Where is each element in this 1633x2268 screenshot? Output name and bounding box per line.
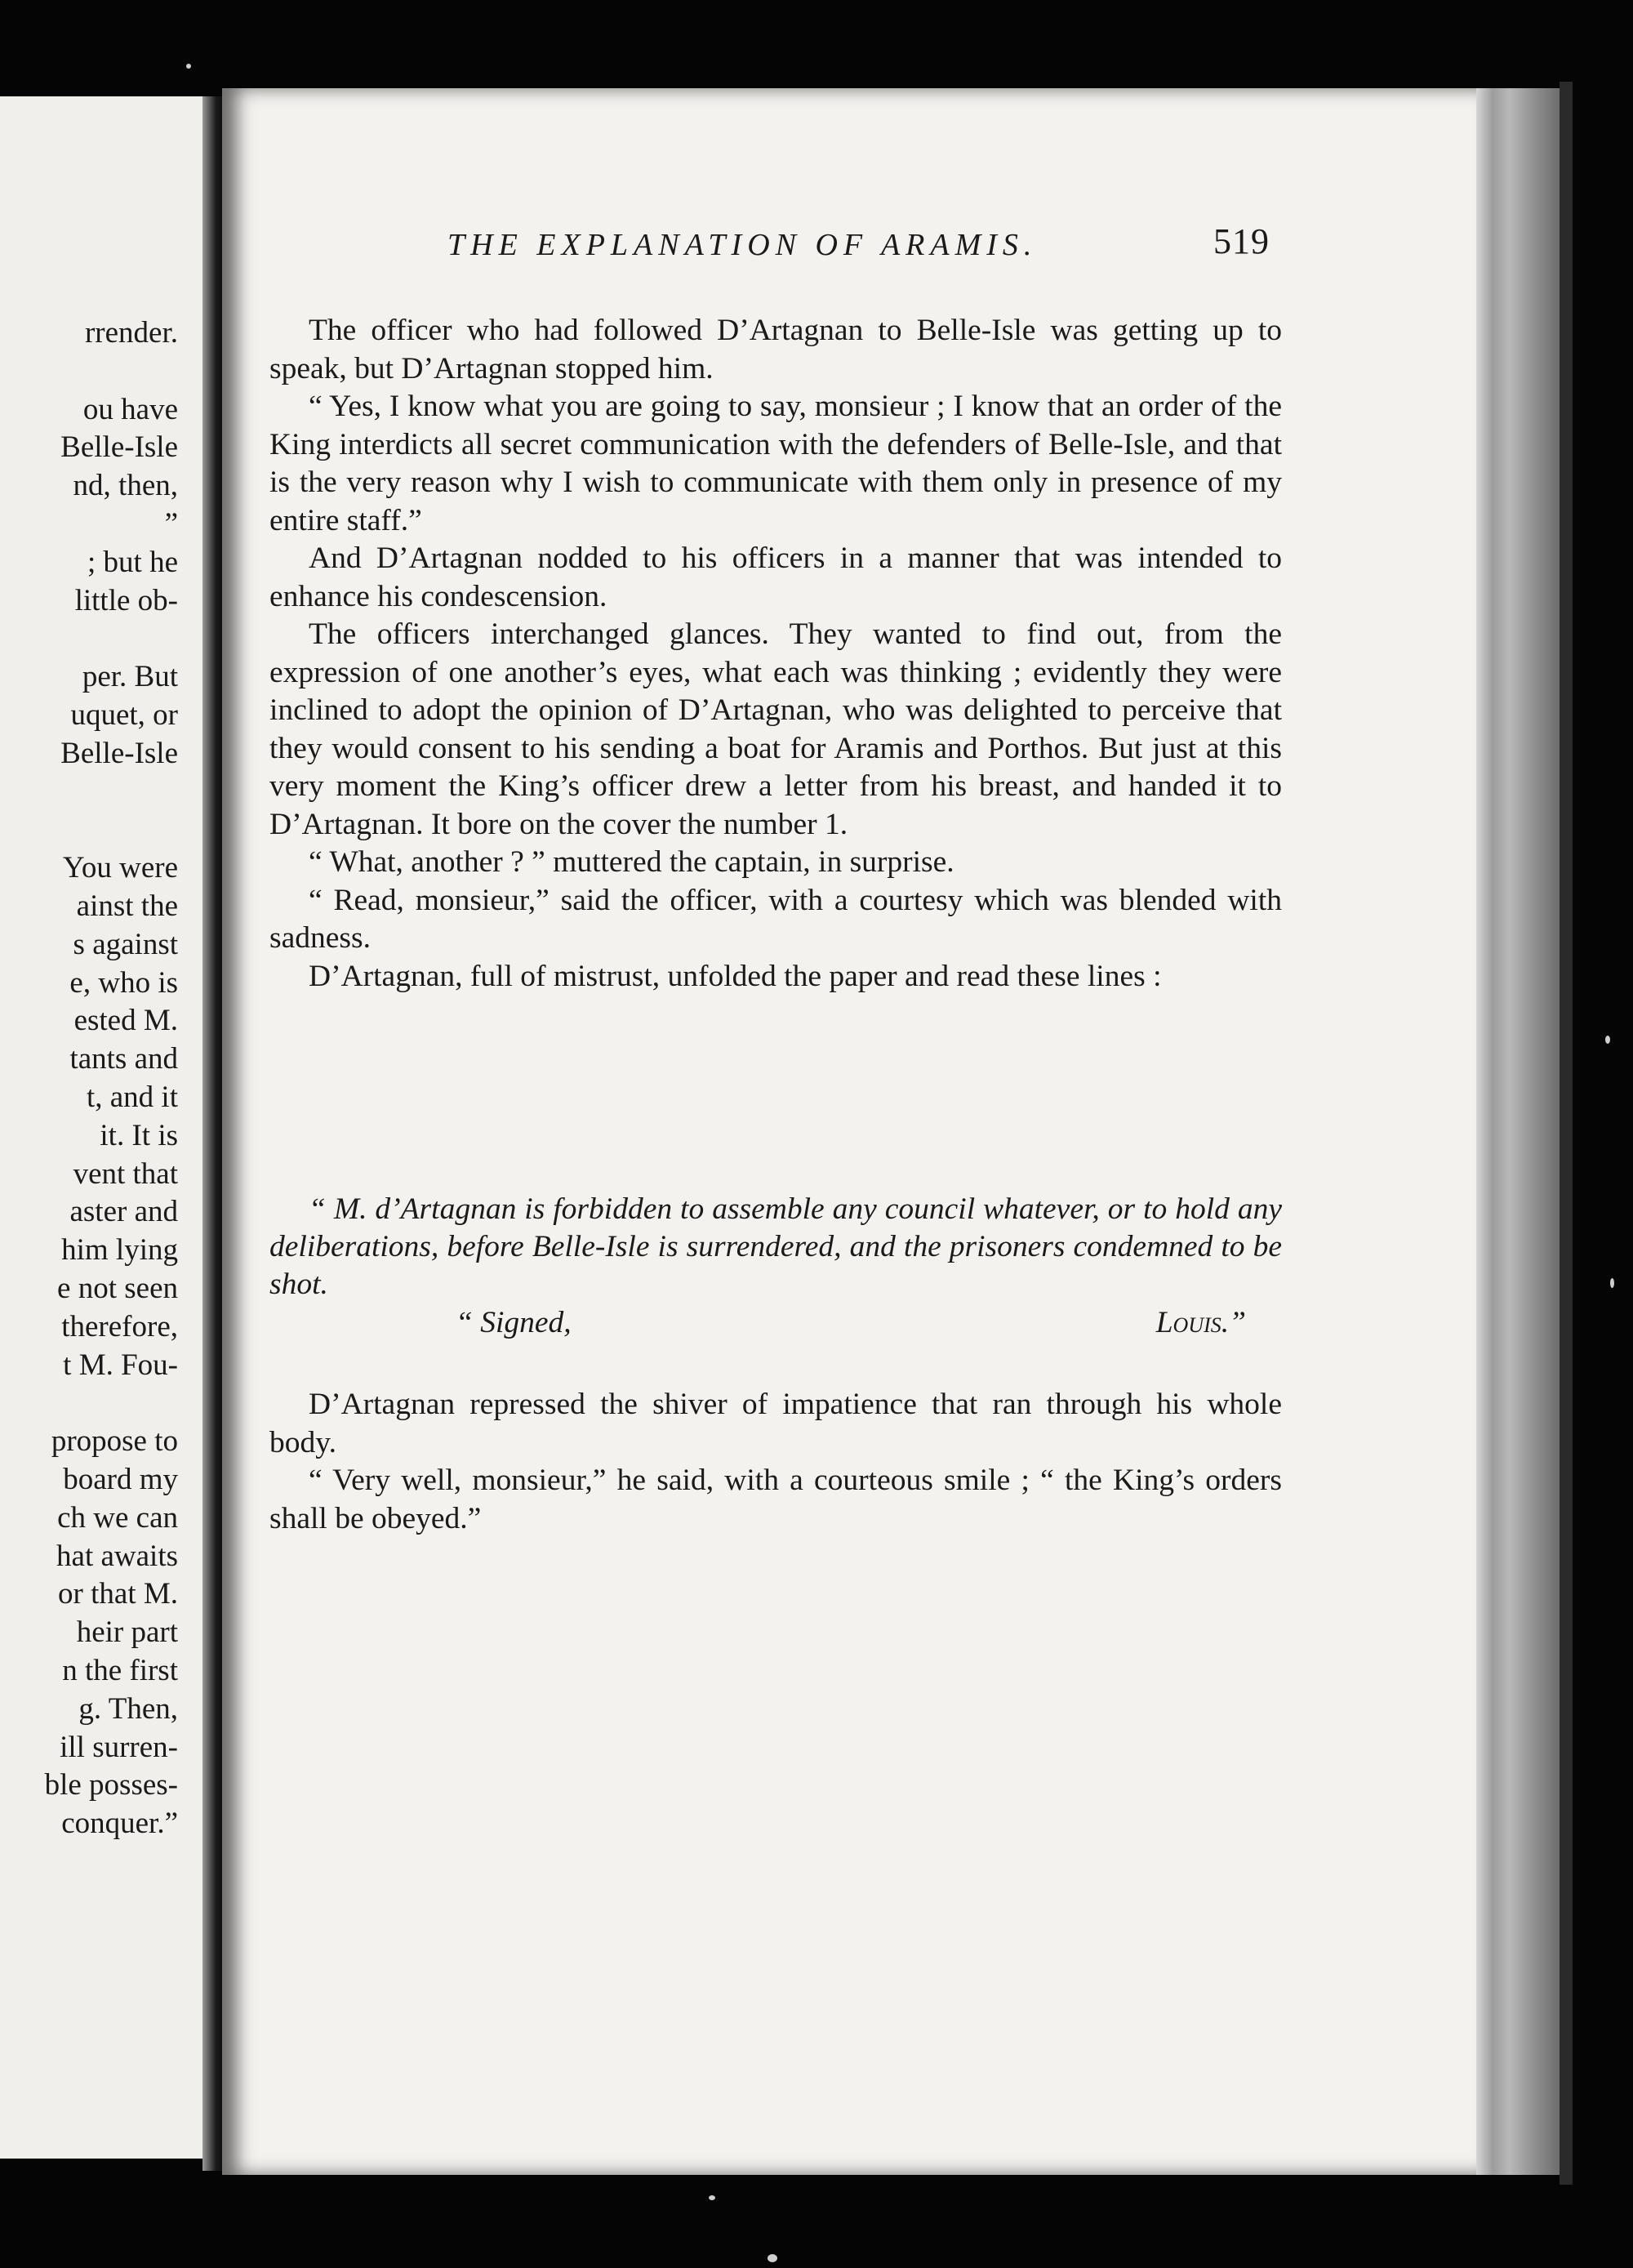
left-page-line: aster and [69,1195,178,1229]
left-page-line: him lying [61,1233,178,1268]
running-header: THE EXPLANATION OF ARAMIS. [447,228,1038,262]
left-page-line: t, and it [86,1081,178,1114]
left-page-line: therefore, [61,1309,178,1343]
left-page-line: n the first [62,1654,178,1687]
quoted-letter [269,1191,1282,1303]
paragraph: “ Read, monsieur,” said the officer, with a courtesy which was blended with sadness. [269,883,1282,955]
left-page-line: Belle-Isle [60,736,178,770]
left-page-line: nd, then, [73,469,178,503]
left-page-line: rrender. [84,316,178,350]
paragraph: “ Yes, I know what you are going to say, monsieur ; I know that an order of the King interdicts all secret communication with the defenders of Belle-Isle, and that is the very reason why I wish to communicate with them only in presence of my entire staff.” [269,390,1282,537]
dust-speck [186,64,191,69]
page-edge-shadow [1560,82,1573,2185]
dust-speck [709,2195,715,2200]
paragraph: “ What, another ? ” muttered the captain, in surprise. [309,845,954,879]
left-page-line: hat awaits [56,1539,178,1573]
body-text-continued [269,1386,1282,1538]
paragraph: D’Artagnan repressed the shiver of impatience that ran through his whole body. [269,1388,1282,1459]
letter-signature [269,1305,1282,1344]
left-page-line: e not seen [57,1272,178,1305]
left-page-line: e, who is [69,965,178,1000]
left-page-line: t M. Fou- [63,1348,178,1382]
left-page-line: ested M. [73,1004,178,1038]
left-page [0,96,202,2159]
signed-label: “ Signed, [456,1306,572,1339]
signatory-name: Louis.” [1155,1306,1246,1339]
left-page-line: propose to [51,1424,178,1459]
left-page-line: tants and [69,1042,178,1076]
left-page-line: ch we can [57,1500,178,1535]
left-page-line: g. Then, [78,1691,178,1726]
page-edge [1476,88,1560,2175]
left-page-line: ; but he [87,545,178,579]
left-page-line: it. It is [100,1118,178,1152]
paragraph: The officer who had followed D’Artagnan to Belle-Isle was getting up to speak, but D’Artagnan stopped him. [269,314,1282,385]
paragraph: And D’Artagnan nodded to his officers in a manner that was intended to enhance his condescension. [269,541,1282,613]
left-page-line: ble posses- [44,1768,178,1802]
left-page-line: ou have [82,392,178,426]
left-page-line: per. But [82,660,178,694]
left-page-line: or that M. [58,1577,178,1611]
left-page-line: uquet, or [70,698,178,732]
left-page-line: vent that [73,1156,178,1191]
left-page-line: s against [73,927,178,961]
page-number: 519 [1213,221,1270,261]
dust-speck [768,2254,777,2262]
left-page-line: Belle-Isle [60,430,178,465]
left-page-line: ill surren- [60,1730,178,1764]
left-page-line: ainst the [76,889,178,923]
left-page-line: little ob- [74,583,178,617]
paragraph: “ Very well, monsieur,” he said, with a courteous smile ; “ the King’s orders shall be obeyed.” [269,1464,1282,1535]
paragraph: The officers interchanged glances. They wanted to find out, from the expression of one another’s eyes, what each was thinking ; evidently they were inclined to adopt the opinion of D’Artagnan, who was delighted to perceive that they would consent to his sending a boat for Aramis and Porthos. But just at this very moment the King’s officer drew a letter from his breast, and handed it to D’Artagnan. It bore on the cover the number 1. [269,617,1282,841]
letter-text: “ M. d’Artagnan is forbidden to assemble any council whatever, or to hold any deliberations, before Belle-Isle is surrendered, and the prisoners condemned to be shot. [269,1192,1282,1301]
left-page-line: ” [164,507,178,541]
dust-speck [1610,1278,1614,1288]
dust-speck [1605,1036,1610,1044]
left-page-line: conquer.” [61,1807,178,1841]
left-page-line: You were [62,851,178,885]
body-text [269,312,1282,996]
left-page-line: board my [63,1463,178,1496]
paragraph: D’Artagnan, full of mistrust, unfolded the paper and read these lines : [309,959,1162,993]
left-page-line: heir part [76,1615,178,1650]
